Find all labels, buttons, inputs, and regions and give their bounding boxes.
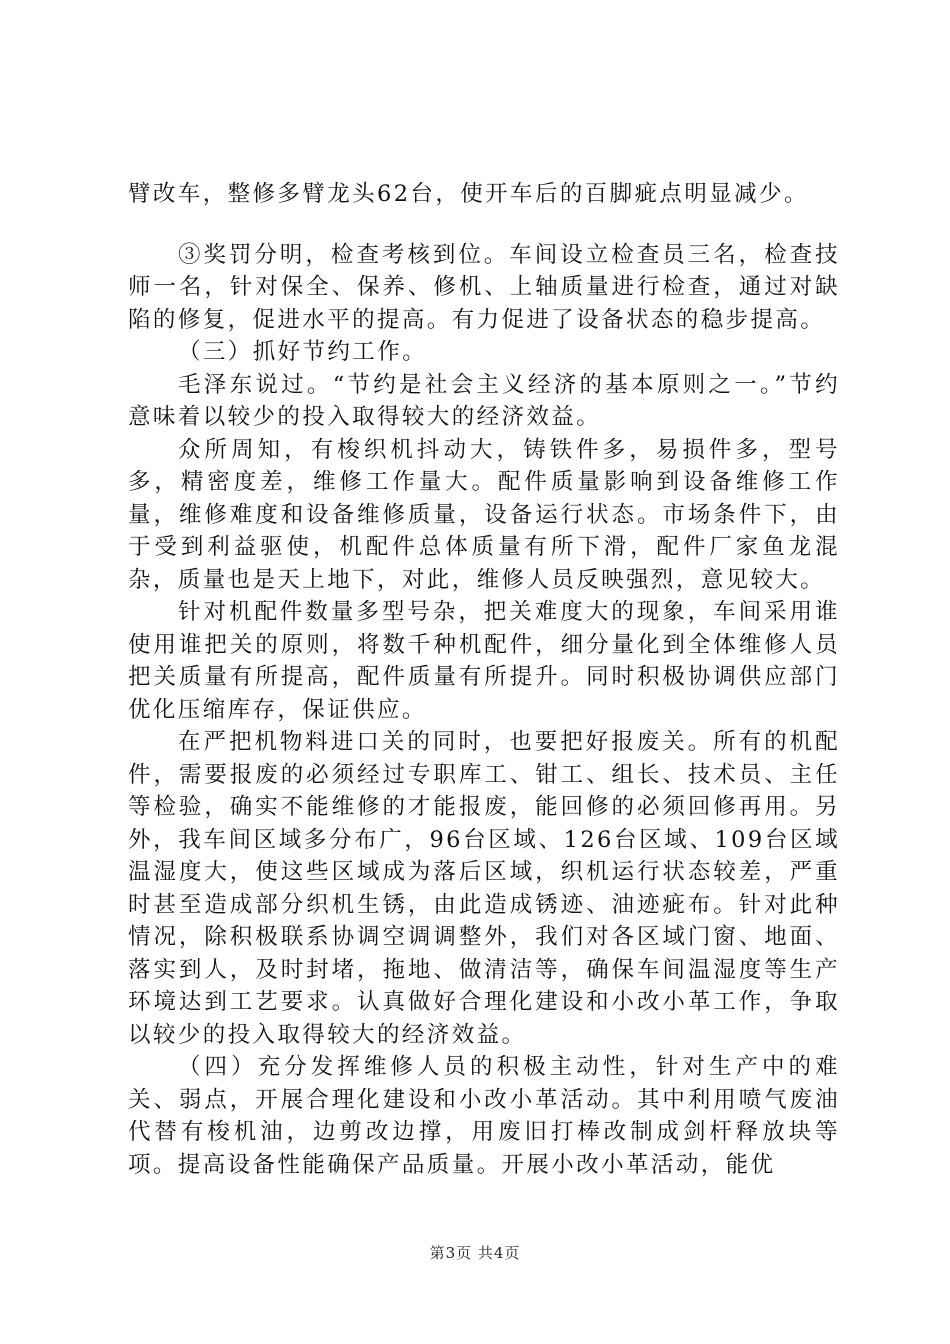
paragraph-parts-control: 针对机配件数量多型号杂，把关难度大的现象，车间采用谁使用谁把关的原则，将数千种机配件，细分量化到全体维修人员把关质量有所提高，配件质量有所提升。同时积极协调供应部门优化压缩库存，保证供应。 — [128, 599, 840, 723]
paragraph-parts-quality: 众所周知，有梭织机抖动大，铸铁件多，易损件多，型号多，精密度差，维修工作量大。配件质量影响到设备维修工作量，维修难度和设备维修质量，设备运行状态。市场条件下，由于受到利益驱使，机配件总体质量有所下滑，配件厂家鱼龙混杂，质量也是天上地下，对此，维修人员反映强烈，意见较大。 — [128, 436, 840, 593]
section-heading-3: （三）抓好节约工作。 — [178, 339, 428, 365]
paragraph-continuation: 臂改车，整修多臂龙头62台，使开车后的百脚疵点明显减少。 — [128, 181, 809, 207]
paragraph-scrap-control: 在严把机物料进口关的同时，也要把好报废关。所有的机配件，需要报废的必须经过专职库工、钳工、组长、技术员、主任等检验，确实不能维修的才能报废，能回修的必须回修再用。另外，我车间区域多分布广，96台区域、126台区域、109台区域温湿度大，使这些区域成为落后区域，织机运行状态较差，严重时甚至造成部分织机生锈，由此造成锈迹、油迹疵布。针对此种情况，除积极联系协调空调调整外，我们对各区域门窗、地面、落实到人，及时封堵，拖地、做清洁等，确保车间温湿度等生产环境达到工艺要求。认真做好合理化建设和小改小革工作，争取以较少的投入取得较大的经济效益。 — [128, 729, 840, 1048]
section-paragraph-4: （四）充分发挥维修人员的积极主动性，针对生产中的难关、弱点，开展合理化建设和小改小革活动。其中利用喷气废油代替有梭机油，边剪改边撑，用废旧打棒改制成剑杆释放块等项。提高设备性能确保产品质量。开展小改小革活动，能优 — [128, 1054, 840, 1178]
paragraph-rewards-penalties: ③奖罚分明，检查考核到位。车间设立检查员三名，检查技师一名，针对保全、保养、修机、上轴质量进行检查，通过对缺陷的修复，促进水平的提高。有力促进了设备状态的稳步提高。 — [128, 241, 840, 333]
page-number-footer: 第3页 共4页 — [429, 1244, 521, 1262]
document-body — [128, 178, 840, 1181]
paragraph-quote: 毛泽东说过。“节约是社会主义经济的基本原则之一。”节约意味着以较少的投入取得较大的经济效益。 — [128, 371, 840, 430]
